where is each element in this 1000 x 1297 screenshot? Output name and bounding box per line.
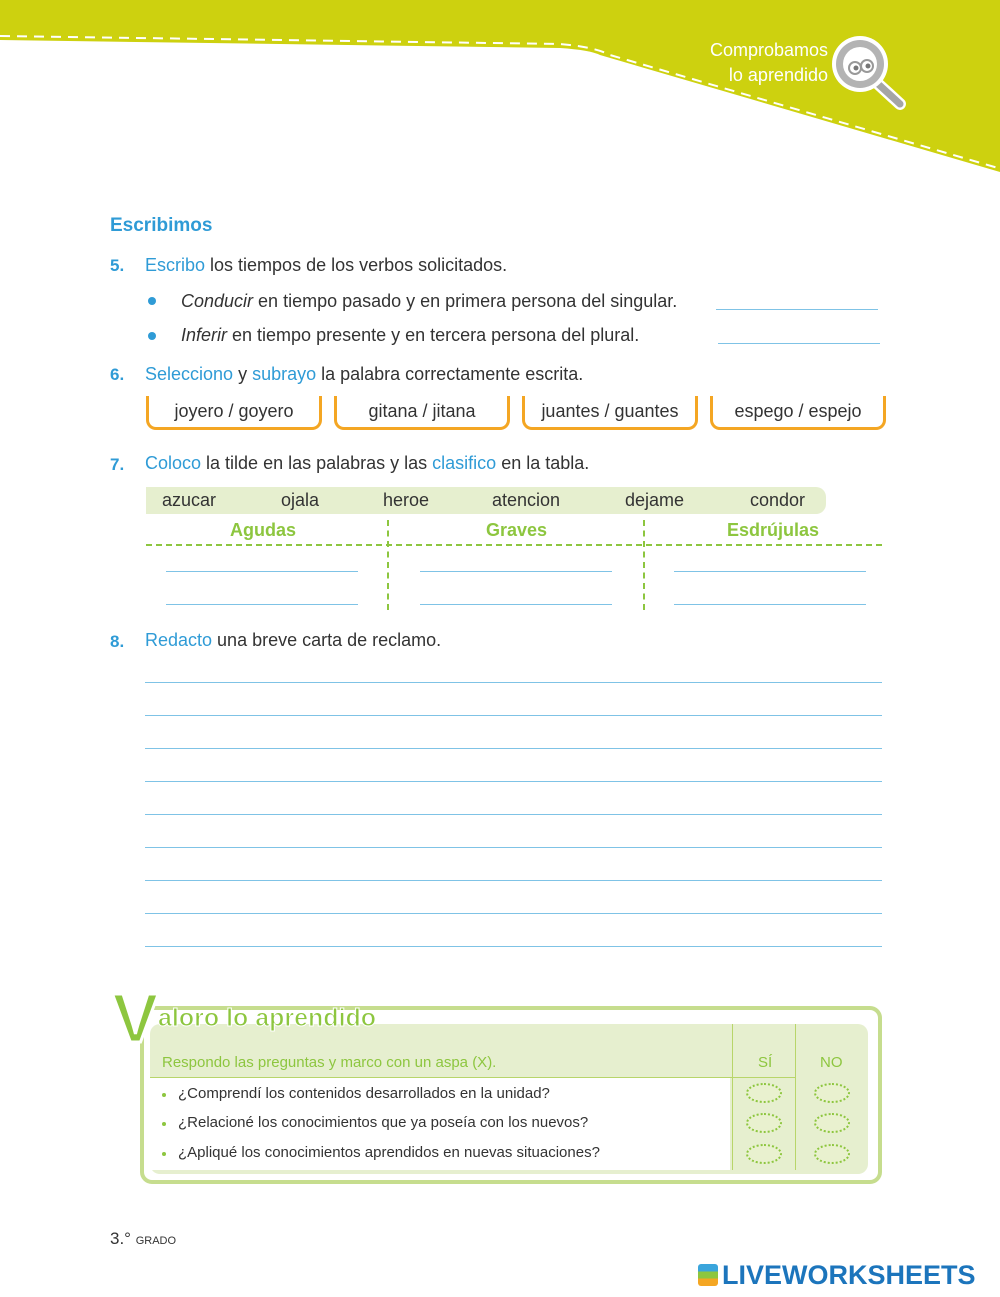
- word-bank-item: azucar: [162, 490, 217, 510]
- question-3: ¿Apliqué los conocimientos aprendidos en nuevas situaciones?: [178, 1144, 600, 1161]
- q6-verb1: Selecciono: [145, 364, 234, 384]
- question-2: ¿Relacioné los conocimientos que ya poseía con los nuevos?: [178, 1114, 589, 1131]
- word-bank-item: ojala: [281, 490, 320, 510]
- q8-verb: Redacto: [145, 630, 213, 650]
- q5-item-1: [181, 291, 677, 312]
- brand-logo[interactable]: LIVEWORKSHEETS: [722, 1260, 976, 1290]
- q5-verb: Escribo: [145, 255, 206, 275]
- valoro-title: aloro lo aprendido: [158, 1004, 377, 1032]
- column-header-esdrujulas: Esdrújulas: [727, 520, 820, 540]
- q6-prompt: [145, 364, 583, 385]
- q6-mid: y: [233, 364, 253, 384]
- yes-checkbox-2[interactable]: [746, 1113, 782, 1133]
- letter-line[interactable]: [145, 814, 882, 815]
- q7-verb1: Coloco: [145, 453, 202, 473]
- letter-line[interactable]: [145, 748, 882, 749]
- liveworksheets-logo-icon: [698, 1264, 718, 1286]
- valoro-initial: V: [112, 979, 159, 1057]
- q8-prompt: [145, 630, 441, 651]
- q8-rest: una breve carta de reclamo.: [212, 630, 442, 650]
- header-title-line2: lo aprendido: [728, 65, 828, 85]
- word-bank-item: condor: [750, 490, 806, 510]
- header-rule: [150, 1077, 795, 1078]
- yes-header: SÍ: [758, 1054, 773, 1071]
- word-bank-item: heroe: [383, 490, 430, 510]
- q6-rest: la palabra correctamente escrita.: [316, 364, 584, 384]
- column-header-graves: Graves: [486, 520, 548, 540]
- grade-label: [110, 1229, 176, 1249]
- table-divider: [146, 544, 882, 546]
- word-option[interactable]: juantes / guantes: [522, 396, 698, 430]
- column-rule: [732, 1024, 733, 1170]
- q7-number: 7.: [110, 455, 125, 474]
- letter-line[interactable]: [145, 913, 882, 914]
- word-option[interactable]: espego / espejo: [710, 396, 886, 430]
- answer-line[interactable]: [420, 571, 612, 572]
- letter-line[interactable]: [145, 682, 882, 683]
- answer-line[interactable]: [420, 604, 612, 605]
- header-title-line1: Comprobamos: [709, 40, 828, 60]
- answer-line[interactable]: [674, 571, 866, 572]
- header-title: [690, 38, 828, 88]
- q5-number: 5.: [110, 256, 125, 275]
- answer-line-conducir[interactable]: [716, 309, 878, 310]
- q8-number: 8.: [110, 632, 125, 651]
- q5-item-2: [181, 325, 639, 346]
- q5-item-1-verb: Conducir: [181, 291, 254, 311]
- word-bank-item: atencion: [492, 490, 561, 510]
- letter-line[interactable]: [145, 715, 882, 716]
- q5-item-2-verb: Inferir: [181, 325, 228, 345]
- bullet-icon: [148, 297, 156, 305]
- q5-rest: los tiempos de los verbos solicitados.: [205, 255, 508, 275]
- q7-prompt: [145, 453, 589, 474]
- answer-line-inferir[interactable]: [718, 343, 880, 344]
- q7-rest: en la tabla.: [496, 453, 590, 473]
- no-checkbox-3[interactable]: [814, 1144, 850, 1164]
- letter-line[interactable]: [145, 880, 882, 881]
- column-header-agudas: Agudas: [230, 520, 297, 540]
- word-bank-item: dejame: [625, 490, 685, 510]
- q5-prompt: [145, 255, 507, 276]
- column-rule: [795, 1024, 796, 1170]
- answer-line[interactable]: [166, 571, 358, 572]
- letter-line[interactable]: [145, 847, 882, 848]
- q5-item-1-rest: en tiempo pasado y en primera persona del singular.: [253, 291, 678, 311]
- magnifier-face-icon: [828, 32, 908, 112]
- letter-line[interactable]: [145, 946, 882, 947]
- bullet-icon: [148, 332, 156, 340]
- word-bank: [146, 487, 826, 514]
- bullet-icon: [162, 1152, 166, 1156]
- column-divider: [387, 520, 389, 610]
- answer-line[interactable]: [674, 604, 866, 605]
- grade-number: 3.°: [110, 1229, 131, 1248]
- answer-line[interactable]: [166, 604, 358, 605]
- letter-line[interactable]: [145, 781, 882, 782]
- bullet-icon: [162, 1122, 166, 1126]
- no-checkbox-2[interactable]: [814, 1113, 850, 1133]
- word-option[interactable]: gitana / jitana: [334, 396, 510, 430]
- section-title: Escribimos: [110, 215, 213, 236]
- grade-text: GRADO: [135, 1235, 177, 1247]
- q5-item-2-rest: en tiempo presente y en tercera persona del plural.: [227, 325, 640, 345]
- column-divider: [643, 520, 645, 610]
- q6-number: 6.: [110, 365, 125, 384]
- valoro-instruction: Respondo las preguntas y marco con un aspa (X).: [162, 1054, 497, 1071]
- yes-checkbox-1[interactable]: [746, 1083, 782, 1103]
- question-1: ¿Comprendí los contenidos desarrollados en la unidad?: [178, 1085, 550, 1102]
- bullet-icon: [162, 1093, 166, 1097]
- no-header: NO: [820, 1054, 843, 1071]
- no-checkbox-1[interactable]: [814, 1083, 850, 1103]
- q7-mid: la tilde en las palabras y las: [201, 453, 433, 473]
- q7-verb2: clasifico: [432, 453, 497, 473]
- word-option[interactable]: joyero / goyero: [146, 396, 322, 430]
- yes-checkbox-3[interactable]: [746, 1144, 782, 1164]
- q6-verb2: subrayo: [252, 364, 317, 384]
